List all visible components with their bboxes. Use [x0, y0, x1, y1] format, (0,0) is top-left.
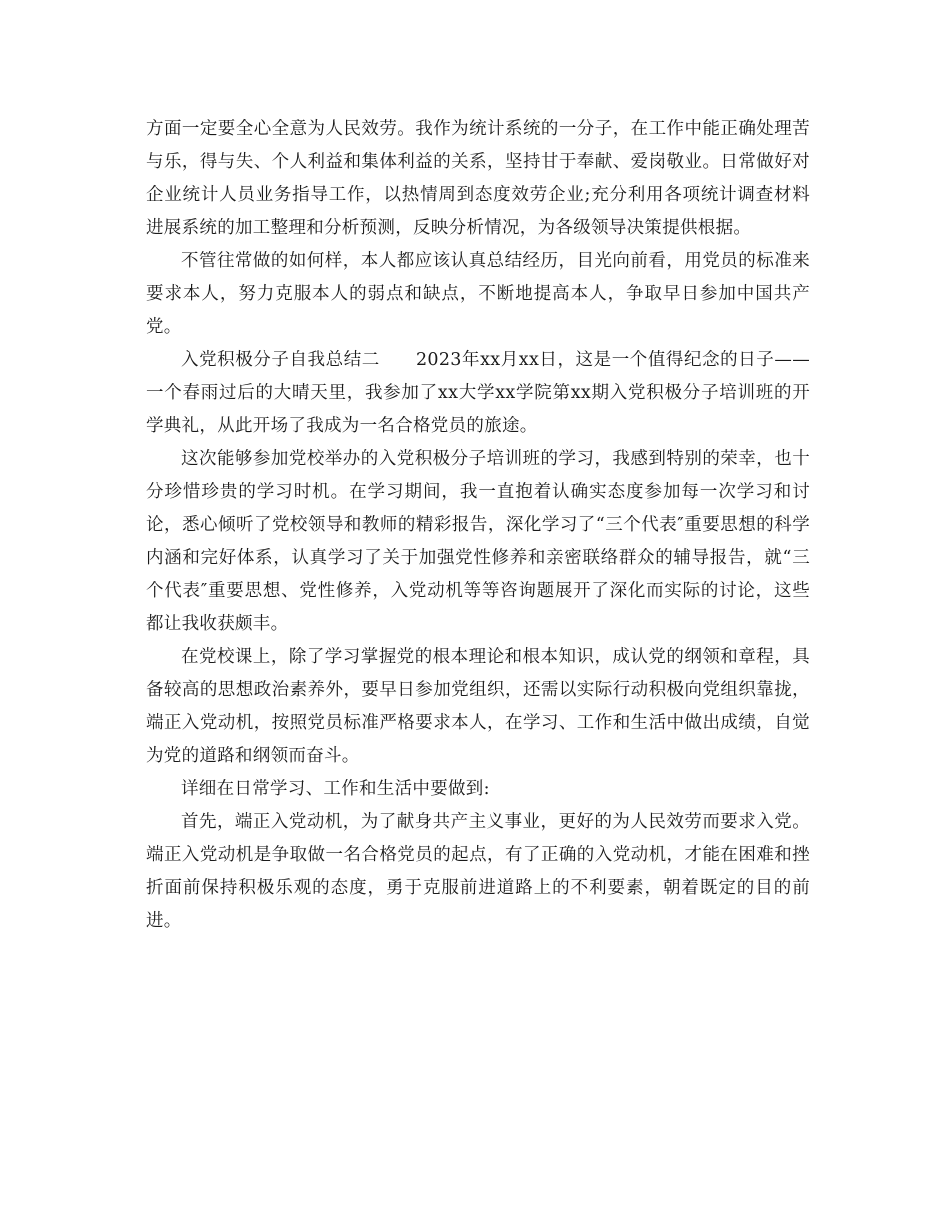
paragraph-3: 入党积极分子自我总结二 2023年xx月xx日，这是一个值得纪念的日子——一个春雨过后的大晴天里，我参加了xx大学xx学院第xx期入党积极分子培训班的开学典礼，从此开场了我成为一名合格党员的旅途。 [146, 350, 810, 436]
document-body [146, 113, 810, 938]
paragraph-7: 首先，端正入党动机，为了献身共产主义事业，更好的为人民效劳而要求入党。端正入党动机是争取做一名合格党员的起点，有了正确的入党动机，才能在困难和挫折面前保持积极乐观的态度，勇于克服前进道路上的不利要素，朝着既定的目的前进。 [146, 812, 810, 931]
paragraph-5: 在党校课上，除了学习掌握党的根本理论和根本知识，成认党的纲领和章程，具备较高的思想政治素养外，要早日参加党组织，还需以实际行动积极向党组织靠拢，端正入党动机，按照党员标准严格要求本人，在学习、工作和生活中做出成绩，自觉为党的道路和纲领而奋斗。 [146, 647, 810, 766]
paragraph-2: 不管往常做的如何样，本人都应该认真总结经历，目光向前看，用党员的标准来要求本人，努力克服本人的弱点和缺点，不断地提高本人，争取早日参加中国共产党。 [146, 251, 810, 337]
paragraph-1: 方面一定要全心全意为人民效劳。我作为统计系统的一分子，在工作中能正确处理苦与乐，得与失、个人利益和集体利益的关系，坚持甘于奉献、爱岗敬业。日常做好对企业统计人员业务指导工作，以热情周到态度效劳企业;充分利用各项统计调查材料进展系统的加工整理和分析预测，反映分析情况，为各级领导决策提供根据。 [146, 119, 810, 238]
paragraph-4: 这次能够参加党校举办的入党积极分子培训班的学习，我感到特别的荣幸，也十分珍惜珍贵的学习时机。在学习期间，我一直抱着认确实态度参加每一次学习和讨论，悉心倾听了党校领导和教师的精彩报告，深化学习了“三个代表″重要思想的科学内涵和完好体系，认真学习了关于加强党性修养和亲密联络群众的辅导报告，就“三个代表″重要思想、党性修养，入党动机等等咨询题展开了深化而实际的讨论，这些都让我收获颇丰。 [146, 449, 810, 634]
paragraph-6: 详细在日常学习、工作和生活中要做到: [181, 779, 490, 799]
